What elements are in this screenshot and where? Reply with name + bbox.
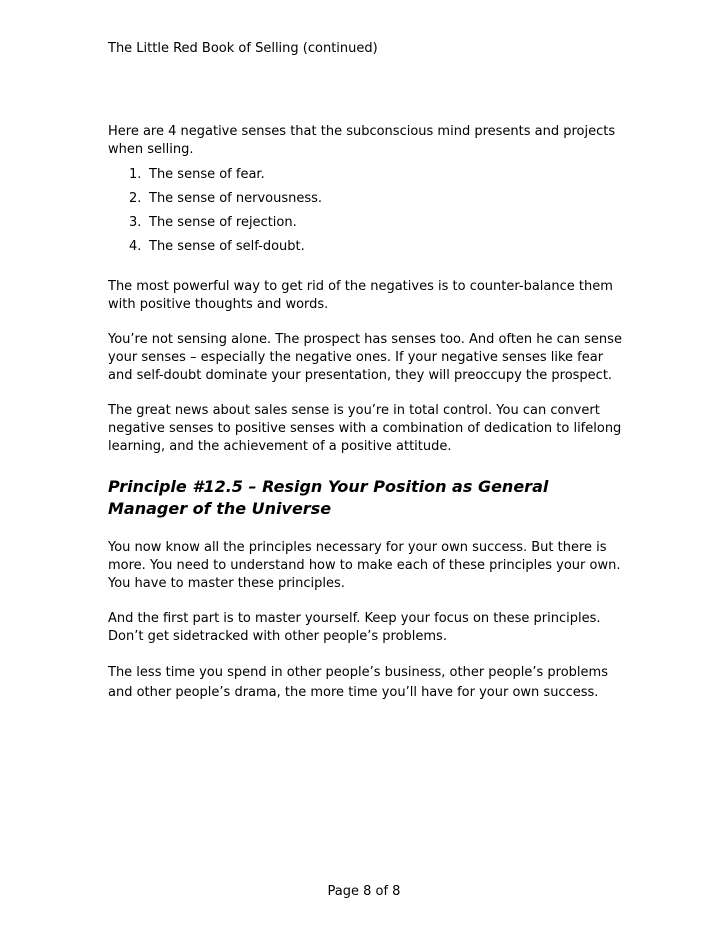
list-item — [108, 211, 628, 235]
page-number: Page 8 of 8 — [327, 884, 401, 899]
body-paragraph: The great news about sales sense is you’re in total control. You can convert negative senses to positive senses with a combination of dedication to lifelong learning, and the achievement of a positive attitude. — [108, 403, 622, 454]
list-item — [108, 187, 628, 211]
list-item-text: The sense of nervousness. — [149, 191, 323, 206]
body-paragraph: The most powerful way to get rid of the negatives is to counter-balance them with positive thoughts and words. — [108, 279, 613, 312]
body-paragraph: The less time you spend in other people’s business, other people’s problems and other people’s drama, the more time you’ll have for your own success. — [108, 665, 608, 700]
list-item — [108, 163, 628, 187]
list-item-text: The sense of rejection. — [149, 215, 297, 230]
list-item-number: 1. — [129, 167, 142, 182]
list-item — [108, 235, 628, 259]
principle-heading: Principle #12.5 – Resign Your Position as General Manager of the Universe — [108, 477, 549, 518]
body-paragraph: You’re not sensing alone. The prospect has senses too. And often he can sense your senses – especially the negative ones. If your negative senses like fear and self-doubt dominate your presentation, they will preoccupy the prospect. — [108, 332, 622, 383]
document-body — [108, 123, 628, 720]
intro-paragraph: Here are 4 negative senses that the subconscious mind presents and projects when selling. — [108, 124, 616, 157]
negative-senses-list — [108, 163, 628, 259]
list-item-number: 3. — [129, 215, 142, 230]
list-item-number: 2. — [129, 191, 142, 206]
body-paragraph: And the first part is to master yourself. Keep your focus on these principles. Don’t get sidetracked with other people’s problems. — [108, 611, 601, 644]
list-item-number: 4. — [129, 239, 142, 254]
body-paragraph: You now know all the principles necessary for your own success. But there is more. You need to understand how to make each of these principles your own. You have to master these principles. — [108, 540, 621, 591]
list-item-text: The sense of self-doubt. — [149, 239, 305, 254]
list-item-text: The sense of fear. — [149, 167, 265, 182]
running-header: The Little Red Book of Selling (continued) — [108, 41, 378, 56]
